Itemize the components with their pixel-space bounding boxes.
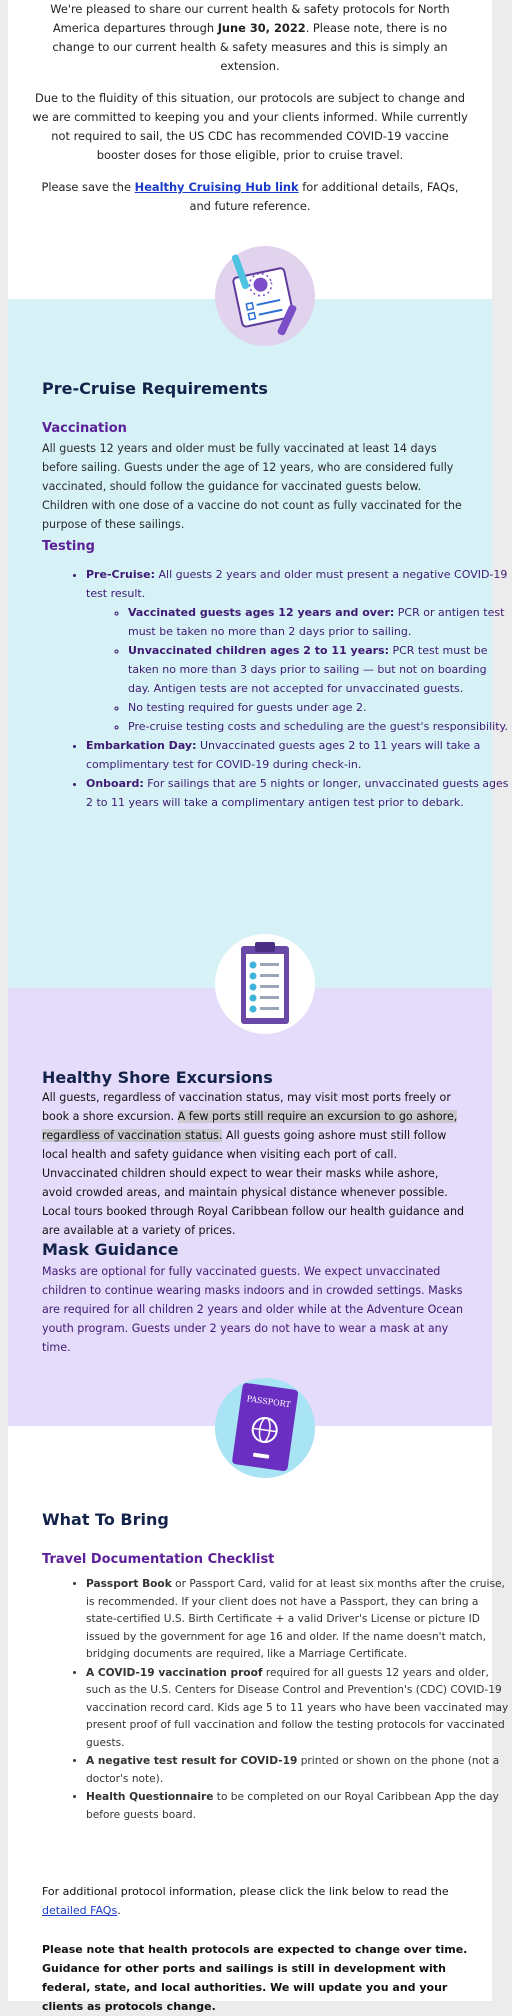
list-item <box>128 603 510 641</box>
intro-paragraph-2: Due to the fluidity of this situation, our protocols are subject to change and we are committed to keeping you and your clients informed. While currently not required to sail, the US CDC has recommended COVID-19 vaccine booster doses for those eligible, prior to cruise travel. <box>32 91 468 162</box>
item-text: All guests 2 years and older must present a negative COVID-19 test result. <box>86 568 508 600</box>
intro-paragraph-3 <box>32 178 468 216</box>
list-item <box>86 1576 512 1664</box>
pre-cruise-section <box>8 299 509 988</box>
clipboard-checklist-icon <box>215 934 315 1034</box>
list-item <box>86 774 510 812</box>
vaccination-heading: Vaccination <box>42 421 127 436</box>
shore-excursions-section <box>8 988 492 1426</box>
item-text: No testing required for guests under age 2. <box>128 701 367 714</box>
shore-text: All guests going ashore must still follow local health and safety guidance when visiting each port of call. Unvaccinated children should expect to wear their masks while ashore, avoid crowded areas, and maintain physical distance whenever possible. Local tours booked through Royal Caribbean follow our health guidance and are available at a variety of prices. <box>42 1129 465 1237</box>
intro-paragraph-1 <box>32 0 468 76</box>
item-text: or Passport Card, valid for at least six months after the cruise, is recommended. If your client does not have a Passport, they can bring a state-certified U.S. Birth Certificate + a valid Driver's License or picture ID issued by the government for age 16 and older. If the name doesn't match, bridging documents are required, like a Marriage Certificate. <box>86 1578 505 1660</box>
item-label: Onboard: <box>86 777 144 790</box>
item-label: Pre-Cruise: <box>86 568 156 581</box>
faq-paragraph <box>42 1882 472 1920</box>
what-to-bring-section <box>8 1426 509 2013</box>
item-text: to be completed on our Royal Caribbean App the day before guests board. <box>86 1791 499 1821</box>
item-label: Passport Book <box>86 1578 172 1590</box>
shore-text: All guests, regardless of vaccination status, may visit most ports freely or book a shore excursion. <box>42 1091 451 1123</box>
pre-cruise-sublist <box>86 603 510 736</box>
mask-guidance-title: Mask Guidance <box>42 1240 179 1259</box>
test-kit-icon <box>215 246 315 346</box>
highlighted-text: A few ports still require an excursion to go ashore, regardless of vaccination status. <box>42 1110 458 1142</box>
item-label: Vaccinated guests ages 12 years and over: <box>128 606 395 619</box>
list-item <box>128 698 510 717</box>
intro-text: . Please note, there is no change to our current health & safety measures and this is simply an extension. <box>52 21 448 73</box>
item-label: A COVID-19 vaccination proof <box>86 1666 263 1679</box>
list-item <box>86 1753 512 1788</box>
intro-date: June 30, 2022 <box>217 21 306 35</box>
pre-cruise-title: Pre-Cruise Requirements <box>42 379 268 398</box>
what-to-bring-title: What To Bring <box>42 1510 169 1529</box>
list-item <box>128 717 510 736</box>
item-label: Unvaccinated children ages 2 to 11 years: <box>128 644 389 657</box>
healthy-cruising-hub-link[interactable]: Healthy Cruising Hub link <box>134 180 299 194</box>
item-label: Embarkation Day: <box>86 739 197 752</box>
shore-excursions-text <box>42 1088 466 1240</box>
list-item <box>86 1789 512 1824</box>
intro-text: We're pleased to share our current health & safety protocols for North America departures through <box>50 2 450 35</box>
mask-guidance-text: Masks are optional for fully vaccinated guests. We expect unvaccinated children to continue wearing masks indoors and in crowded settings. Masks are required for all children 2 years and older while at the Adventure Ocean youth program. Guests under 2 years do not have to wear a mask at any time. <box>42 1265 464 1354</box>
passport-icon <box>215 1378 315 1478</box>
faq-text: . <box>117 1904 121 1917</box>
faq-text: For additional protocol information, please click the link below to read the <box>42 1885 449 1898</box>
testing-heading: Testing <box>42 539 95 554</box>
vaccination-text: All guests 12 years and older must be fully vaccinated at least 14 days before sailing. Guests under the age of 12 years, who are considered fully vaccinated, should follow the guidance for vaccinated guests below. Children with one dose of a vaccine do not count as fully vaccinated for the purpose of these sailings. <box>42 442 462 531</box>
item-text: For sailings that are 5 nights or longer, unvaccinated guests ages 2 to 11 years will take a complimentary antigen test prior to debark. <box>86 777 509 809</box>
detailed-faqs-link[interactable]: detailed FAQs <box>42 1904 118 1917</box>
checklist-heading: Travel Documentation Checklist <box>42 1552 275 1567</box>
testing-list <box>42 565 510 812</box>
shore-excursions-title: Healthy Shore Excursions <box>42 1068 273 1087</box>
item-text: printed or shown on the phone (not a doctor's note). <box>86 1755 500 1785</box>
item-text: required for all guests 12 years and older, such as the U.S. Centers for Disease Control and Prevention's (CDC) COVID-19 vaccination record card. Kids age 5 to 11 years who have been vaccinated may present proof of full vaccination and follow the testing protocols for vaccinated guests. <box>86 1666 509 1749</box>
list-item <box>86 565 510 736</box>
item-text: PCR or antigen test must be taken no more than 2 days prior to sailing. <box>128 606 505 638</box>
intro <box>8 0 492 229</box>
item-text: PCR test must be taken no more than 3 days prior to sailing — but not on boarding day. Antigen tests are not accepted for unvaccinated guests. <box>128 644 488 695</box>
item-text: Pre-cruise testing costs and scheduling are the guest's responsibility. <box>128 720 508 733</box>
intro-text: for additional details, FAQs, and future reference. <box>189 180 459 213</box>
item-label: A negative test result for COVID-19 <box>86 1755 298 1767</box>
email-card <box>8 0 509 2013</box>
passport-label: PASSPORT <box>246 1394 292 1410</box>
documentation-checklist <box>42 1576 512 1825</box>
list-item <box>86 1665 512 1753</box>
item-text: Unvaccinated guests ages 2 to 11 years will take a complimentary test for COVID-19 during check-in. <box>86 739 481 771</box>
closing-paragraph: Please note that health protocols are expected to change over time. Guidance for other ports and sailings is still in development with federal, state, and local authorities. We will update you and your clients as protocols change. <box>42 1943 468 2013</box>
intro-text: Please save the <box>41 180 135 194</box>
item-label: Health Questionnaire <box>86 1791 214 1803</box>
list-item <box>86 736 510 774</box>
list-item <box>128 641 510 698</box>
